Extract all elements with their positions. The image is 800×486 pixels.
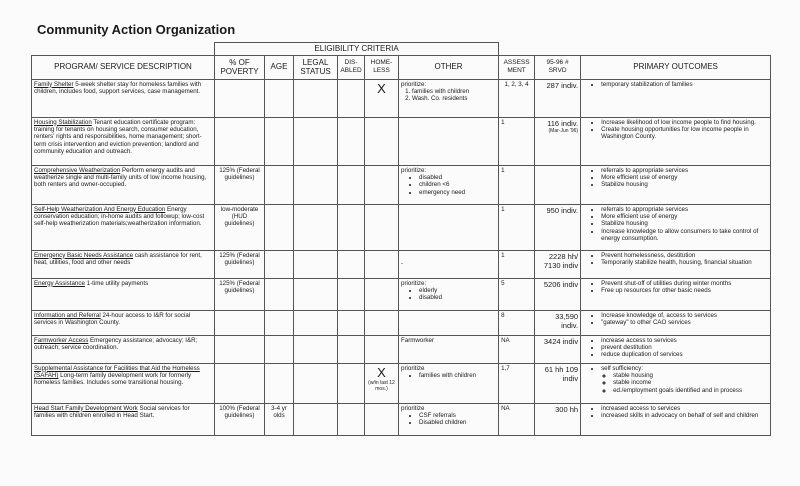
poverty-header: % OF POVERTY [215,55,265,79]
other-cell: prioritize: • disabled • children <6 • emergency need [399,165,499,204]
assessment-value: NA [499,403,535,435]
table-row [32,79,771,117]
disabled-header: DIS-ABLED [338,55,365,79]
poverty-value: 125% (Federal guidelines) [215,250,265,278]
assessment-value: 5 [499,278,535,310]
program-cell [32,403,215,435]
program-header: PROGRAM/ SERVICE DESCRIPTION [32,55,215,79]
homeless-mark: X [377,364,386,380]
other-cell: prioritize • CSF referrals • Disabled children [399,403,499,435]
outcomes-cell: • temporary stabilization of families [581,79,771,117]
program-cell [32,117,215,165]
outcomes-cell: • Prevent shut-off of utilities during winter months • Free up resources for other basic needs [581,278,771,310]
program-cell [32,363,215,403]
outcomes-cell: • Increase knowledge of, access to services • "gateway" to other CAO services [581,310,771,335]
served-value: 300 hh [535,403,581,435]
program-name: Farmworker Access [34,336,89,344]
other-cell: prioritize: 1. families with children 2. Wash. Co. residents [399,79,499,117]
legal-status-header: LEGAL STATUS [294,55,338,79]
eligibility-header: ELIGIBILITY CRITERIA [215,43,499,56]
served-value: 3424 indiv [535,335,581,363]
table-row [32,403,771,435]
homeless-header: HOME-LESS [365,55,399,79]
program-table [31,42,771,436]
table-row [32,165,771,204]
program-desc: Tenant education certificate program: training for tenants on housing search, consumer education, renters' rights and responsibilities, home management; short-term crisis intervention and eviction prevention; landlord and community education and outreach. [34,118,202,156]
program-name: Emergency Basic Needs Assistance [34,251,134,259]
other-cell: prioritize: • elderly • disabled [399,278,499,310]
page-title: Community Action Organization [37,22,236,37]
program-cell [32,335,215,363]
table-row [32,204,771,250]
program-desc: Energy conservation education; in-home audits and followup; low-cost self-help weatherization materials;weatherization information. [34,205,205,228]
served-value: 61 hh 109 indiv [535,363,581,403]
program-desc: 1-time utility payments [84,279,149,287]
outcomes-cell: • Prevent homelessness, destitution • Temporarily stabilize health, housing, financial situation [581,250,771,278]
assessment-value: 1 [499,250,535,278]
program-name: Family Shelter [34,80,74,88]
program-desc: cash assistance for rent, heat, utilities, food and other needs [34,251,202,267]
program-desc: Emergency assistance; advocacy; I&R; outreach; service coordination. [34,336,198,352]
poverty-value: 125% (Federal guidelines) [215,165,265,204]
poverty-value: 100% (Federal guidelines) [215,403,265,435]
program-cell [32,204,215,250]
program-desc: 24-hour access to I&R for social services in Washington County. [34,311,191,327]
program-cell [32,79,215,117]
program-desc: Social services for families with children enrolled in Head Start. [34,404,190,420]
program-name: Information and Referral [34,311,101,319]
program-cell [32,310,215,335]
served-value: 5206 indiv [535,278,581,310]
table-row [32,335,771,363]
assessment-value: 8 [499,310,535,335]
program-name: Self-Help Weatherization And Energy Education [34,205,166,213]
program-desc: Perform energy audits and weatherize single and multi-family units of low income housing, both renters and owner-occupied. [34,166,207,189]
program-name: Head Start Family Development Work [34,404,138,412]
program-cell [32,165,215,204]
homeless-cell: X (w/in last 12 mos.) [365,363,399,403]
assessment-value: 1 [499,165,535,204]
program-name: Comprehensive Weatherization [34,166,121,174]
assessment-value: 1, 2, 3, 4 [499,79,535,117]
outcomes-cell: • referrals to appropriate services • More efficient use of energy • Stabilize housing • Increase knowledge to allow consumers to take control of energy consumption. [581,204,771,250]
table-row [32,310,771,335]
other-note: - [399,250,499,278]
outcomes-cell: • referrals to appropriate services • More efficient use of energy • Stabilize housing [581,165,771,204]
table-row [32,117,771,165]
served-value: 950 indiv. [535,204,581,250]
age-header: AGE [265,55,294,79]
program-desc: Long-term family development work for formerly homeless families. Includes some transitional housing. [34,372,192,387]
program-cell [32,250,215,278]
table-row [32,363,771,403]
other-cell: prioritize • families with children [399,363,499,403]
table-row [32,250,771,278]
age-value: 3-4 yr olds [265,403,294,435]
served-value: 2228 hh/ 7130 indiv [535,250,581,278]
served-header: 95-96 # SRVD [535,55,581,79]
other-text: Farmworker [399,335,499,363]
program-name: Energy Assistance [34,279,85,287]
assessment-header: ASSESS MENT [499,55,535,79]
assessment-value: 1,7 [499,363,535,403]
program-name: Housing Stabilization [34,118,92,126]
poverty-value: low-moderate (HUD guidelines) [215,204,265,250]
outcomes-header: PRIMARY OUTCOMES [581,55,771,79]
served-value: 33,590 indiv. [535,310,581,335]
assessment-value: 1 [499,117,535,165]
served-cell: 116 indiv. (Mar-Jun '96) [535,117,581,165]
homeless-mark: X [365,79,399,117]
program-desc: 5-week shelter stay for homeless families with children, includes food, support services, case management. [34,80,202,96]
outcomes-cell: • increase access to services • prevent destitution • reduce duplication of services [581,335,771,363]
poverty-value: 125% (Federal guidelines) [215,278,265,310]
assessment-value: NA [499,335,535,363]
outcomes-cell: • self sufficiency: ◦ stable housing ◦ stable income ◦ ed./employment goals identified and in process [581,363,771,403]
table-row [32,278,771,310]
program-cell [32,278,215,310]
program-name: Supplemental Assistance for Facilities that Aid the Homeless (SAFAH) [34,364,200,380]
served-value: 287 indiv. [535,79,581,117]
assessment-value: 1 [499,204,535,250]
outcomes-cell: • increased access to services • increased skills in advocacy on behalf of self and children [581,403,771,435]
outcomes-cell: • Increase likelihood of low income people to find housing. • Create housing opportunities for low income people in Washington County. [581,117,771,165]
other-header: OTHER [399,55,499,79]
